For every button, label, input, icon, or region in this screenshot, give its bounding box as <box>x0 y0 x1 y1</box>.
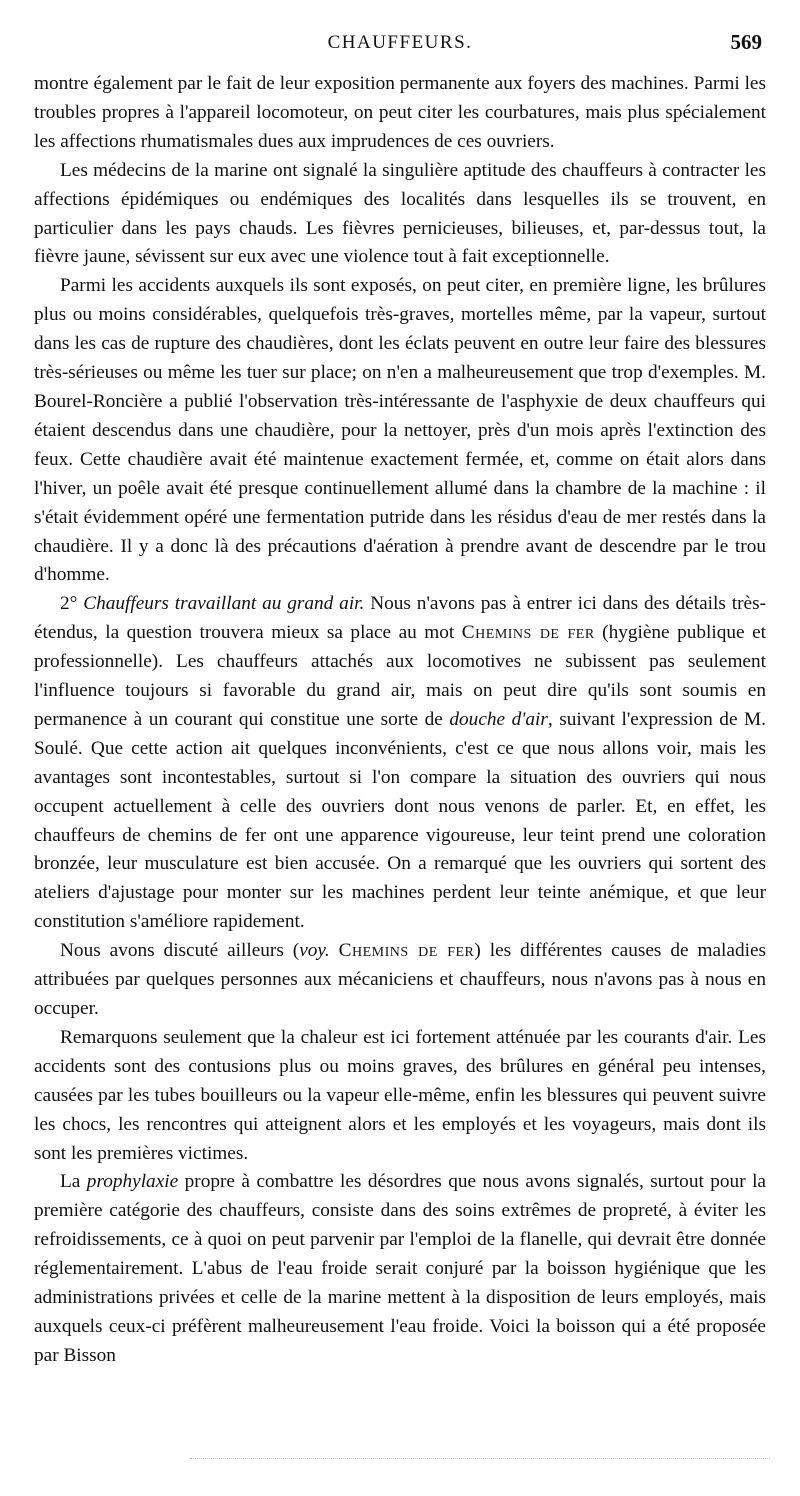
paragraph-4 <box>34 590 766 937</box>
paragraph-4-text-1: Nous n'avons pas à entrer ici dans des détails très-étendus, la question trouvera mieux sa place au mot <box>34 593 766 644</box>
cross-reference: Chemins de fer <box>461 622 595 644</box>
emphasis: prophylaxie <box>86 1171 179 1193</box>
running-title: CHAUFFEURS. <box>327 32 473 53</box>
section-title: Chauffeurs travaillant au grand air. <box>83 593 365 615</box>
paragraph-5-text-3: ) les différentes causes de maladies attribuées par quelques personnes aux mécaniciens et chauffeurs, nous n'avons pas à nous en occuper. <box>34 940 767 1019</box>
paragraph-5-text-2 <box>330 940 339 961</box>
paragraph-7-text-1: La <box>60 1171 87 1193</box>
paragraph-6: Remarquons seulement que la chaleur est ici fortement atténuée par les courants d'air. Les accidents sont des contusions plus ou moins graves, des brûlures en général peu intenses, causées par les tubes bouilleurs ou la vapeur elle-même, enfin les blessures qui peuvent suivre les chocs, les rencontres qui atteignent alors et les employés et les voyageurs, mais dont ils sont les premières victimes. <box>34 1026 766 1164</box>
paragraph-2: Les médecins de la marine ont signalé la singulière aptitude des chauffeurs à contracter les affections épidémiques ou endémiques des localités dans lesquelles ils se trouvent, en particulier dans les pays chauds. Les fièvres pernicieuses, bilieuses, et, par-dessus tout, la fièvre jaune, sévissent sur eux avec une violence tout à fait exceptionnelle. <box>34 159 766 268</box>
paragraph-3: Parmi les accidents auxquels ils sont exposés, on peut citer, en première ligne, les brûlures plus ou moins considérables, quelquefois très-graves, mortelles même, par la vapeur, surtout dans les cas de rupture des chaudières, dont les éclats peuvent en outre leur faire des blessures très-sérieuses ou même les tuer sur place; on n'en a malheureusement que trop d'exemples. M. Bourel-Roncière a publié l'observation très-intéressante de l'asphyxie de deux chauffeurs qui étaient descendus dans une chaudière, pour la nettoyer, près d'un mois après l'extinction des feux. Cette chaudière avait été maintenue exactement fermée, et, comme on était alors dans l'hiver, un poêle avait été presque continuellement allumé dans la chambre de la machine : il s'était évidemment opéré une fermentation putride dans les résidus d'eau de mer restés dans la chaudière. Il y a donc là des précautions d'aération à prendre avant de descendre par le trou d'homme. <box>34 275 766 586</box>
paragraph-7-text-2: propre à combattre les désordres que nous avons signalés, surtout pour la première catégorie des chauffeurs, consiste dans des soins extrêmes de propreté, à éviter les refroidissements, ce à quoi on peut parvenir par l'emploi de la flanelle, qui devrait être donnée réglementairement. L'abus de l'eau froide serait conjuré par la boisson hygiénique que les administrations privées et celle de la marine mettent à la disposition de leurs employés, mais auxquels ceux-ci préfèrent malheureusement l'eau froide. Voici la boisson qui a été proposée par Bisson <box>34 1171 766 1366</box>
paragraph-7 <box>34 1168 766 1370</box>
paragraph-5-text-1: Nous avons discuté ailleurs ( <box>60 940 300 962</box>
running-head <box>32 22 768 58</box>
emphasis: voy. <box>299 940 330 962</box>
page-number: 569 <box>730 30 762 54</box>
paragraph-5 <box>34 937 766 1024</box>
paragraph-1: montre également par le fait de leur exposition permanente aux foyers des machines. Parmi les troubles propres à l'appareil locomoteur, on peut citer les courbatures, mais plus spécialement les affections rhumatismales dues aux imprudences de ces ouvriers. <box>34 73 766 152</box>
cross-reference: Chemins de fer <box>338 940 475 962</box>
paragraph-4-text-2: (hygiène publique et professionnelle). Les chauffeurs attachés aux locomotives ne subissent pas seulement l'influence toujours si favorable du grand air, mais on peut dire qu'ils sont soumis en permanence à un courant qui constitue une sorte de <box>34 622 766 730</box>
section-number: 2° <box>60 593 84 615</box>
body-text <box>34 70 766 1371</box>
paragraph-4-text-3: , suivant l'expression de M. Soulé. Que cette action ait quelques inconvénients, c'est ce que nous allons voir, mais les avantages sont incontestables, surtout si l'on compare la situation des ouvriers qui nous occupent actuellement à celle des ouvriers dont nous venons de parler. Et, en effet, les chauffeurs de chemins de fer ont une apparence vigoureuse, leur teint prend une coloration bronzée, leur musculature est bien accusée. On a remarqué que les ouvriers qui sortent des ateliers d'ajustage pour monter sur les machines perdent leur teinte anémique, et que leur constitution s'améliore rapidement. <box>34 708 766 933</box>
emphasis: douche d'air <box>449 708 548 730</box>
bottom-divider <box>190 1458 770 1459</box>
